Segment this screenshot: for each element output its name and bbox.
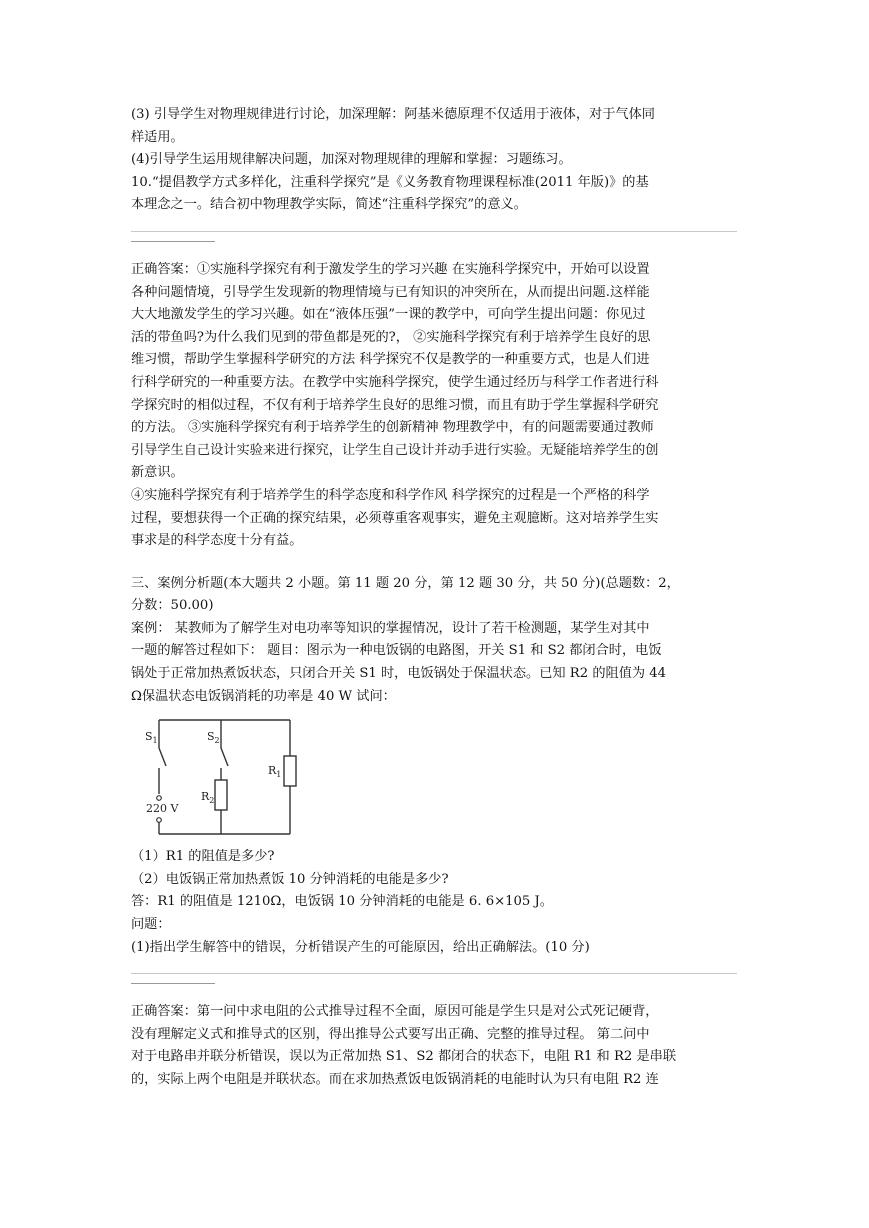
switch-s2 <box>221 748 228 766</box>
resistor-r1 <box>284 756 296 786</box>
answer-line: 行科学研究的一种重要方法。在教学中实施科学探究，使学生通过经历与科学工作者进行科 <box>131 374 659 390</box>
separator-line <box>131 231 737 232</box>
document-page <box>131 104 737 1092</box>
q10-question: 本理念之一。结合初中物理教学实际，简述“注重科学探究”的意义。 <box>131 197 527 213</box>
q10-answer <box>131 259 737 553</box>
answer-line: 对于电路串并联分析错误，误以为正常加热 S1、S2 都闭合的状态下，电阻 R1 和 R2 是串联 <box>131 1049 677 1065</box>
sub-question: （1）R1 的阻值是多少? <box>131 849 275 865</box>
answer-line: 引导学生自己设计实验来进行探究，让学生自己设计并动手进行实验。无疑能培养学生的创 <box>131 442 659 458</box>
label-voltage: 220 V <box>146 802 179 816</box>
student-answer: 答：R1 的阻值是 1210Ω，电饭锅 10 分钟消耗的电能是 6. 6×105 J。 <box>131 894 553 910</box>
answer-line: ④实施科学探究有利于培养学生的科学态度和科学作风 科学探究的过程是一个严格的科学 <box>131 487 650 503</box>
terminal-top <box>157 796 162 801</box>
answer-line: 过程，要想获得一个正确的探究结果，必须尊重客观事实，避免主观臆断。这对培养学生实 <box>131 510 659 526</box>
answer-line: 各种问题情境，引导学生发现新的物理情境与已有知识的冲突所在，从而提出问题.这样能 <box>131 284 650 300</box>
answer-line: 正确答案：①实施科学探究有利于激发学生的学习兴趣 在实施科学探究中，开始可以设置 <box>131 261 650 277</box>
answer-line: 的方法。 ③实施科学探究有利于培养学生的创新精神 物理教学中，有的问题需要通过教师 <box>131 420 654 436</box>
answer-separator <box>131 217 737 247</box>
label-s1: $S_1$ <box>145 730 158 746</box>
answer-line: 活的带鱼吗?为什么我们见到的带鱼都是死的?， ②实施科学探究有利于培养学生良好的思 <box>131 329 651 345</box>
resistor-r2 <box>215 780 227 810</box>
answer-line: 正确答案：第一问中求电阻的公式推导过程不全面，原因可能是学生只是对公式死记硬背， <box>131 1004 659 1020</box>
case-line: 锅处于正常加热煮饭状态，只闭合开关 S1 时，电饭锅处于保温状态。已知 R2 的阻值为 44 <box>131 666 667 682</box>
label-s2: $S_2$ <box>207 730 220 746</box>
problem-question: (1)指出学生解答中的错误，分析错误产生的可能原因，给出正确解法。(10 分) <box>131 939 590 955</box>
sub-question: （2）电饭锅正常加热煮饭 10 分钟消耗的电能是多少? <box>131 871 449 887</box>
answer-line: 没有理解定义式和推导式的区别，得出推导公式要写出正确、完整的推导过程。 第二问中 <box>131 1026 650 1042</box>
answer-separator <box>131 959 737 989</box>
answer-line: 大大地激发学生的学习兴趣。如在“液体压强”一课的教学中，可向学生提出问题：你见过 <box>131 307 646 323</box>
case-line: 案例： 某教师为了解学生对电功率等知识的掌握情况，设计了若干检测题，某学生对其中 <box>131 620 650 636</box>
q9-step3: (3) 引导学生对物理规律进行讨论，加深理解：阿基米德原理不仅适用于液体，对于气体同 <box>131 107 655 122</box>
label-r2: $R_2$ <box>201 790 215 806</box>
q10-question: 10.“提倡教学方式多样化，注重科学探究”是《义务教育物理课程标准(2011 年版)》的基 <box>131 174 649 190</box>
separator-line <box>131 973 737 974</box>
q11-answer <box>131 1001 737 1091</box>
answer-line: 新意识。 <box>131 465 184 481</box>
separator-short-line <box>131 983 215 984</box>
terminal-bottom <box>157 818 162 823</box>
switch-s1 <box>159 748 166 766</box>
answer-line: 事求是的科学态度十分有益。 <box>131 533 303 549</box>
answer-line: 学探究时的相似过程，不仅有利于培养学生良好的思维习惯，而且有助于学生掌握科学研究 <box>131 397 659 413</box>
section-heading: 三、案例分析题(本大题共 2 小题。第 11 题 20 分，第 12 题 30 分，共 50 分)(总题数：2， <box>131 575 680 591</box>
circuit-diagram <box>137 710 297 840</box>
label-r1: $R_1$ <box>268 764 282 780</box>
section-heading: 分数：50.00) <box>131 598 214 614</box>
case-line: Ω保温状态电饭锅消耗的功率是 40 W 试问： <box>131 688 396 704</box>
problem-label: 问题： <box>131 917 171 933</box>
q9-step3-cont: 样适用。 <box>131 129 184 145</box>
q9-step4: (4)引导学生运用规律解决问题，加深对物理规律的理解和掌握：习题练习。 <box>131 152 572 168</box>
separator-short-line <box>131 241 215 242</box>
answer-line: 的，实际上两个电阻是并联状态。而在求加热煮饭电饭锅消耗的电能时认为只有电阻 R2 连 <box>131 1072 659 1087</box>
case-line: 一题的解答过程如下： 题目：图示为一种电饭锅的电路图，开关 S1 和 S2 都闭合时，电饭 <box>131 643 662 659</box>
answer-line: 维习惯，帮助学生掌握科学研究的方法 科学探究不仅是教学的一种重要方式，也是人们进 <box>131 352 650 368</box>
